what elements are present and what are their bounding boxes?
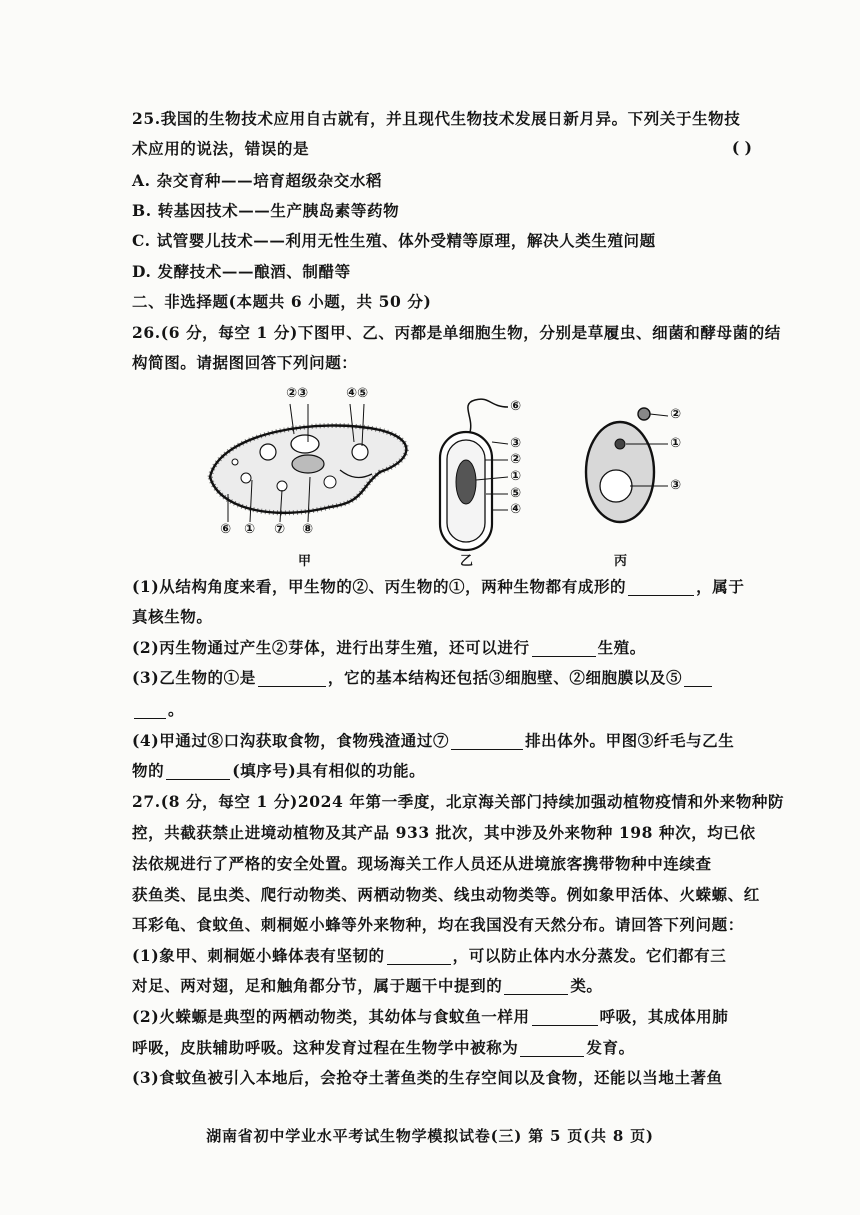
q26-part4-text-d: (填序号)具有相似的功能。 <box>232 761 426 780</box>
q27-part1-text-c: 对足、两对翅，足和触角都分节，属于题干中提到的 <box>132 976 503 995</box>
q27-stem-line5: 耳彩龟、食蚊鱼、刺桐姬小蜂等外来物种，均在我国没有天然分布。请回答下列问题： <box>132 915 744 934</box>
q26-blank-5[interactable] <box>451 732 523 750</box>
q25-option-b: B. 转基因技术——生产胰岛素等药物 <box>132 201 400 220</box>
q27-part1-line1 <box>132 945 726 967</box>
q26-part4-text-c: 物的 <box>132 761 165 780</box>
q27-part2-text-c: 呼吸，皮肤辅助呼吸。这种发育过程在生物学中被称为 <box>132 1038 519 1057</box>
figure-caption-jia: 甲 <box>298 554 312 569</box>
q26-blank-4a[interactable] <box>684 669 712 687</box>
q27-stem-line1: 27.(8 分，每空 1 分)2024 年第一季度，北京海关部门持续加强动植物疫情和外来物种防 <box>132 792 785 811</box>
q27-stem-line2: 控，共截获禁止进境动植物及其产品 933 批次，其中涉及外来物种 198 种次，均已依 <box>132 823 756 842</box>
q27-part2-text-d: 发育。 <box>586 1038 635 1057</box>
jia-label-b1: ⑥ <box>220 522 232 537</box>
paramecium-diagram <box>210 404 406 522</box>
yi-label-1: ⑥ <box>510 399 522 414</box>
q26-part2-text-b: 生殖。 <box>597 638 646 657</box>
q27-part1-text-a: (1)象甲、刺桐姬小蜂体表有坚韧的 <box>132 946 385 965</box>
yi-label-5: ⑤ <box>510 486 522 501</box>
q26-part4-text-a: (4)甲通过⑧口沟获取食物，食物残渣通过⑦ <box>132 731 450 750</box>
yi-label-4: ① <box>510 469 522 484</box>
bing-label-1: ② <box>670 407 682 422</box>
q26-blank-6[interactable] <box>166 762 230 780</box>
q26-part1-line1 <box>132 576 744 598</box>
q26-blank-4b[interactable] <box>134 701 166 719</box>
q27-blank-2[interactable] <box>504 977 568 995</box>
jia-label-top-right: ④⑤ <box>346 386 369 401</box>
q27-part1-text-d: 类。 <box>570 976 603 995</box>
yi-label-2: ③ <box>510 436 522 451</box>
figure-caption-bing: 丙 <box>614 554 628 569</box>
q26-blank-2[interactable] <box>532 639 596 657</box>
q26-blank-1[interactable] <box>628 578 694 596</box>
q26-part1-text-b: ，属于 <box>696 577 745 596</box>
q27-part1-text-b: ，可以防止体内水分蒸发。它们都有三 <box>452 946 727 965</box>
bing-label-3: ③ <box>670 478 682 493</box>
q26-part3-text-c: 。 <box>168 700 185 719</box>
q26-stem-line1: 26.(6 分，每空 1 分)下图甲、乙、丙都是单细胞生物，分别是草履虫、细菌和酵母菌的结 <box>132 323 781 342</box>
q27-stem-line3: 法依规进行了严格的安全处置。现场海关工作人员还从进境旅客携带物种中连续查 <box>132 854 712 873</box>
q26-part1-text-a: (1)从结构角度来看，甲生物的②、丙生物的①，两种生物都有成形的 <box>132 577 627 596</box>
q27-stem-line4: 获鱼类、昆虫类、爬行动物类、两栖动物类、线虫动物类等。例如象甲活体、火蝾螈、红 <box>132 885 760 904</box>
q27-blank-1[interactable] <box>387 947 451 965</box>
q25-stem-line1: 25.我国的生物技术应用自古就有，并且现代生物技术发展日新月异。下列关于生物技 <box>132 109 741 128</box>
yi-label-3: ② <box>510 452 522 467</box>
jia-label-b3: ⑦ <box>274 522 286 537</box>
jia-label-top-left: ②③ <box>286 386 309 401</box>
q26-part1-line2: 真核生物。 <box>132 607 213 626</box>
q27-blank-4[interactable] <box>520 1039 584 1057</box>
q25-option-d: D. 发酵技术——酿酒、制醋等 <box>132 262 351 281</box>
q26-part3-text-b: ，它的基本结构还包括③细胞壁、②细胞膜以及⑤ <box>327 668 683 687</box>
q26-part3-line2 <box>132 699 184 721</box>
page-footer: 湖南省初中学业水平考试生物学模拟试卷(三) 第 5 页(共 8 页) <box>206 1127 654 1145</box>
jia-label-b2: ① <box>244 522 256 537</box>
section-heading: 二、非选择题(本题共 6 小题，共 50 分) <box>132 292 432 311</box>
q26-part4-text-b: 排出体外。甲图③纤毛与乙生 <box>525 731 735 750</box>
q26-blank-3[interactable] <box>258 669 326 687</box>
q26-stem-line2: 构简图。请据图回答下列问题： <box>132 353 358 372</box>
q26-part3-line1 <box>132 667 714 689</box>
q26-part4-line1 <box>132 730 734 752</box>
q25-stem-line2: 术应用的说法，错误的是 <box>132 139 310 158</box>
q25-answer-paren: ( ) <box>731 138 752 157</box>
q26-part3-text-a: (3)乙生物的①是 <box>132 668 256 687</box>
q27-part2-text-b: 呼吸，其成体用肺 <box>599 1007 729 1026</box>
jia-label-b4: ⑧ <box>302 522 314 537</box>
q26-part2-line <box>132 637 646 659</box>
q27-part3-line1: (3)食蚊鱼被引入本地后，会抢夺土著鱼类的生存空间以及食物，还能以当地土著鱼 <box>132 1068 723 1087</box>
yeast-diagram <box>586 408 668 522</box>
bing-label-2: ① <box>670 436 682 451</box>
q26-part4-line2 <box>132 760 425 782</box>
q25-option-c: C. 试管婴儿技术——利用无性生殖、体外受精等原理，解决人类生殖问题 <box>132 231 656 250</box>
q27-part2-text-a: (2)火蝾螈是典型的两栖动物类，其幼体与食蚊鱼一样用 <box>132 1007 530 1026</box>
cell-diagram <box>190 382 730 572</box>
bacterium-diagram <box>440 399 508 550</box>
q25-option-a: A. 杂交育种——培育超级杂交水稻 <box>132 171 383 190</box>
cell-figures <box>190 382 730 572</box>
q26-part2-text-a: (2)丙生物通过产生②芽体，进行出芽生殖，还可以进行 <box>132 638 530 657</box>
q27-part1-line2 <box>132 975 603 997</box>
q27-part2-line2 <box>132 1037 635 1059</box>
yi-label-6: ④ <box>510 502 522 517</box>
q27-part2-line1 <box>132 1006 728 1028</box>
q27-blank-3[interactable] <box>532 1008 598 1026</box>
figure-caption-yi: 乙 <box>460 554 474 569</box>
